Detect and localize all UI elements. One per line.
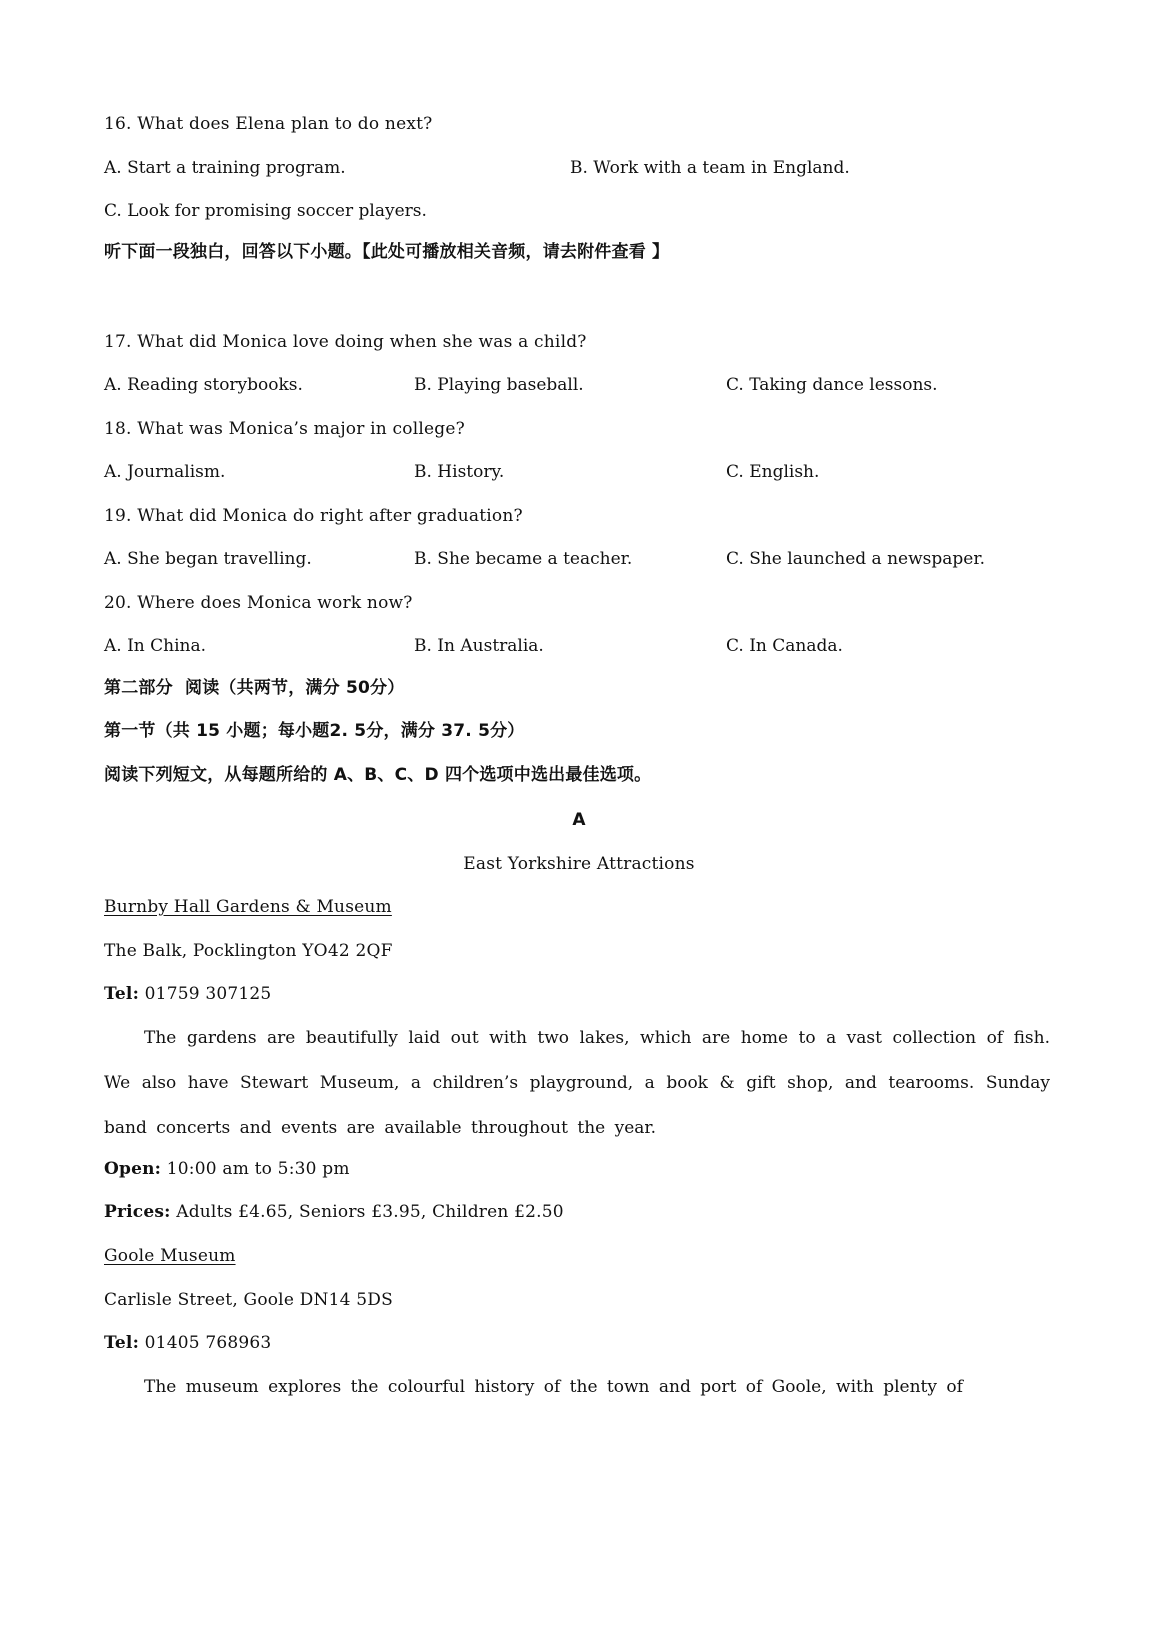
tel-value: 01759 307125: [139, 984, 272, 1004]
q17-option-b: B. Playing baseball.: [414, 375, 584, 395]
q18-option-c: C. English.: [726, 462, 820, 482]
section1-heading: 第一节（共 15 小题；每小题2. 5分，满分 37. 5分）: [104, 721, 525, 741]
tel-row-goole: [104, 1331, 271, 1355]
address-burnby: The Balk, Pocklington YO42 2QF: [104, 941, 393, 961]
tel-label: Tel:: [104, 984, 140, 1004]
q16-option-c: C. Look for promising soccer players.: [104, 201, 427, 221]
open-value: 10:00 am to 5:30 pm: [161, 1159, 350, 1179]
question-20: 20. Where does Monica work now?: [104, 593, 413, 613]
q17-option-a: A. Reading storybooks.: [104, 375, 303, 395]
address-goole: Carlisle Street, Goole DN14 5DS: [104, 1290, 393, 1310]
passage-title: East Yorkshire Attractions: [463, 854, 695, 874]
tel-value: 01405 768963: [139, 1333, 272, 1353]
prices-label: Prices:: [104, 1202, 171, 1222]
open-label: Open:: [104, 1159, 162, 1179]
listening-instruction: 听下面一段独白，回答以下小题。【此处可播放相关音频，请去附件查看 】: [104, 242, 670, 262]
q16-option-b: B. Work with a team in England.: [570, 158, 850, 178]
attraction-name-goole: Goole Museum: [104, 1246, 236, 1266]
open-row-burnby: [104, 1157, 350, 1181]
q20-option-c: C. In Canada.: [726, 636, 843, 656]
question-18: 18. What was Monica’s major in college?: [104, 419, 465, 439]
description-goole: The museum explores the colourful history of the town and port of Goole, with plenty of: [144, 1377, 963, 1397]
tel-row-burnby: [104, 982, 271, 1006]
question-16: 16. What does Elena plan to do next?: [104, 114, 433, 134]
q16-option-a: A. Start a training program.: [104, 158, 346, 178]
q20-option-a: A. In China.: [104, 636, 207, 656]
reading-instruction: 阅读下列短文，从每题所给的 A、B、C、D 四个选项中选出最佳选项。: [104, 765, 652, 785]
tel-label: Tel:: [104, 1333, 140, 1353]
question-17: 17. What did Monica love doing when she was a child?: [104, 332, 587, 352]
q17-option-c: C. Taking dance lessons.: [726, 375, 938, 395]
q19-option-c: C. She launched a newspaper.: [726, 549, 986, 569]
q18-option-b: B. History.: [414, 462, 505, 482]
q18-option-a: A. Journalism.: [104, 462, 226, 482]
passage-letter: A: [572, 810, 586, 830]
q20-option-b: B. In Australia.: [414, 636, 544, 656]
q19-option-b: B. She became a teacher.: [414, 549, 633, 569]
prices-value: Adults £4.65, Seniors £3.95, Children £2.50: [170, 1202, 564, 1222]
attraction-name-burnby: Burnby Hall Gardens & Museum: [104, 897, 392, 917]
part2-heading: 第二部分 阅读（共两节，满分 50分）: [104, 678, 405, 698]
prices-row-burnby: [104, 1200, 564, 1224]
q19-option-a: A. She began travelling.: [104, 549, 312, 569]
description-burnby: The gardens are beautifully laid out with two lakes, which are home to a vast collection of fish. We also have Stewart Museum, a children’s playground, a book & gift shop, and tearooms. Sunday band concerts and events are available throughout the year.: [104, 1028, 1050, 1138]
question-19: 19. What did Monica do right after graduation?: [104, 506, 523, 526]
